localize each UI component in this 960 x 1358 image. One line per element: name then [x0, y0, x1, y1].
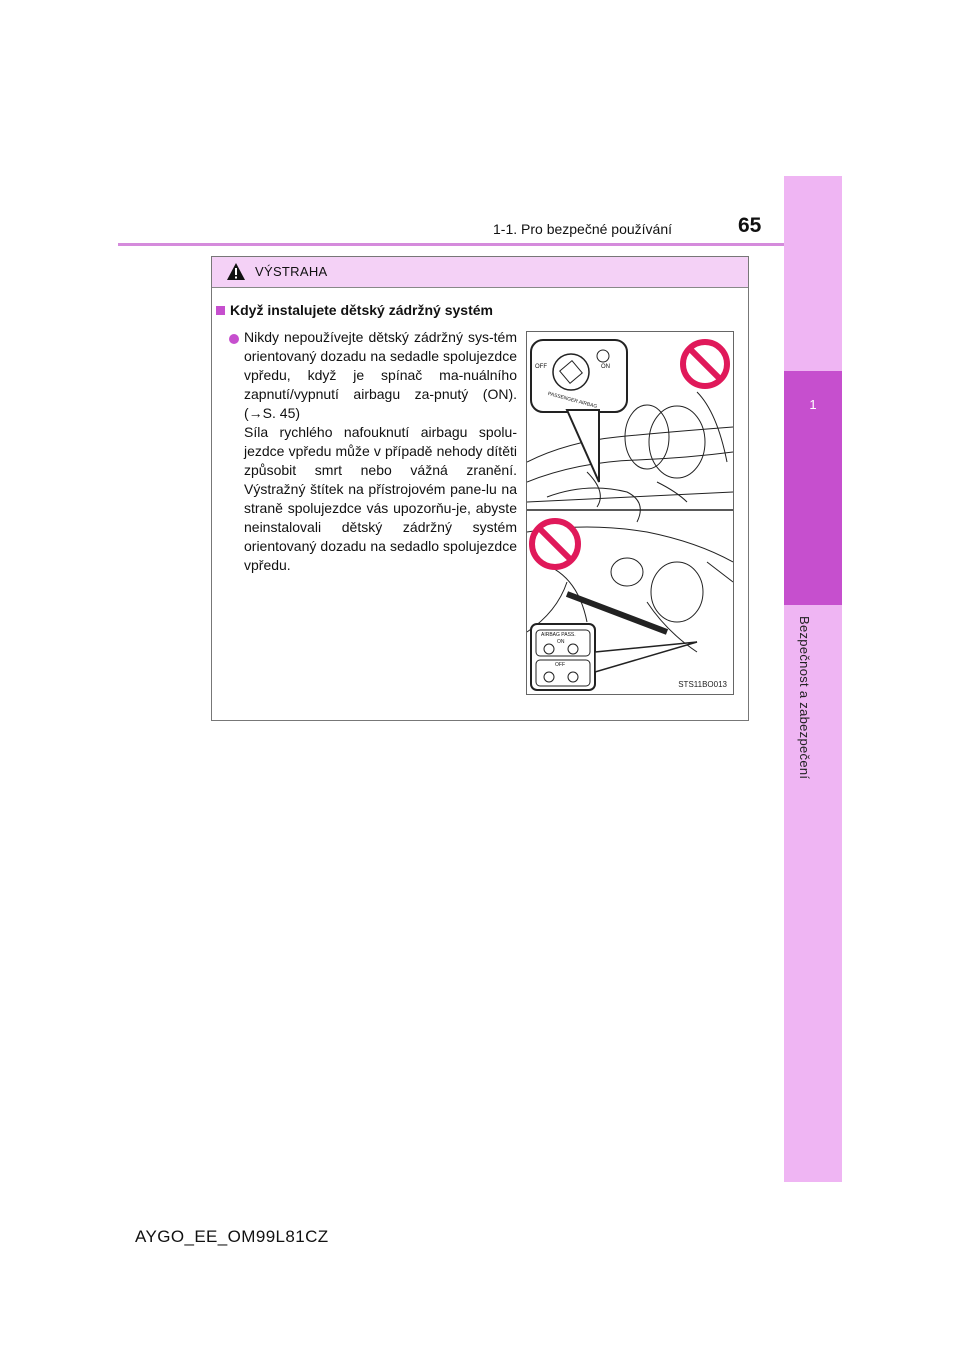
- header-divider: [118, 243, 784, 246]
- airbag-illustration: [526, 331, 734, 695]
- switch-passenger-label: PASSENGER AIRBAG: [547, 390, 598, 410]
- warning-paragraph-1: Nikdy nepoužívejte dětský zádržný sys-tém orientovaný dozadu na sedadle spolujezdce vpředu, když je spínač ma-nuálního zapnutí/vypnutí airbagu za-pnutý (ON). (→S. 45): [244, 329, 517, 421]
- warning-box: [211, 256, 749, 721]
- car-interior-drawing: [527, 332, 733, 694]
- warning-subheading: [216, 302, 493, 318]
- document-code: AYGO_EE_OM99L81CZ: [135, 1227, 329, 1246]
- figure-code: STS11BO013: [678, 680, 727, 689]
- warning-title: VÝSTRAHA: [255, 264, 328, 279]
- indicator-off-label: OFF: [555, 662, 565, 668]
- square-bullet-icon: [216, 306, 225, 315]
- chapter-side-tab: [784, 176, 842, 1182]
- warning-triangle-icon: [226, 262, 246, 281]
- chapter-title: Bezpečnost a zabezpečení: [797, 616, 812, 780]
- warning-subheading-text: Když instalujete dětský zádržný systém: [230, 302, 493, 318]
- indicator-on-label: ON: [557, 639, 565, 645]
- warning-body: [244, 328, 517, 575]
- circle-bullet-icon: [229, 334, 239, 344]
- warning-paragraph-2: Síla rychlého nafouknutí airbagu spolu-jezdce vpředu může v případě nehody dítěti způsobit smrt nebo vážná zranění. Výstražný štítek na přístrojovém pane-lu na straně spolujezdce vás upozorňu-je, abyste neinstalovali dětský zádržný systém orientovaný dozadu na sedadlo spolujezdce vpředu.: [244, 424, 517, 573]
- chapter-number-block: [784, 371, 842, 605]
- section-title: 1-1. Pro bezpečné používání: [493, 221, 673, 237]
- switch-on-label: ON: [601, 364, 610, 370]
- page-number: 65: [738, 214, 762, 237]
- indicator-title-label: AIRBAG PASS.: [541, 632, 576, 638]
- switch-off-label: OFF: [535, 364, 547, 370]
- warning-header: [212, 257, 748, 288]
- chapter-number: 1: [809, 397, 817, 412]
